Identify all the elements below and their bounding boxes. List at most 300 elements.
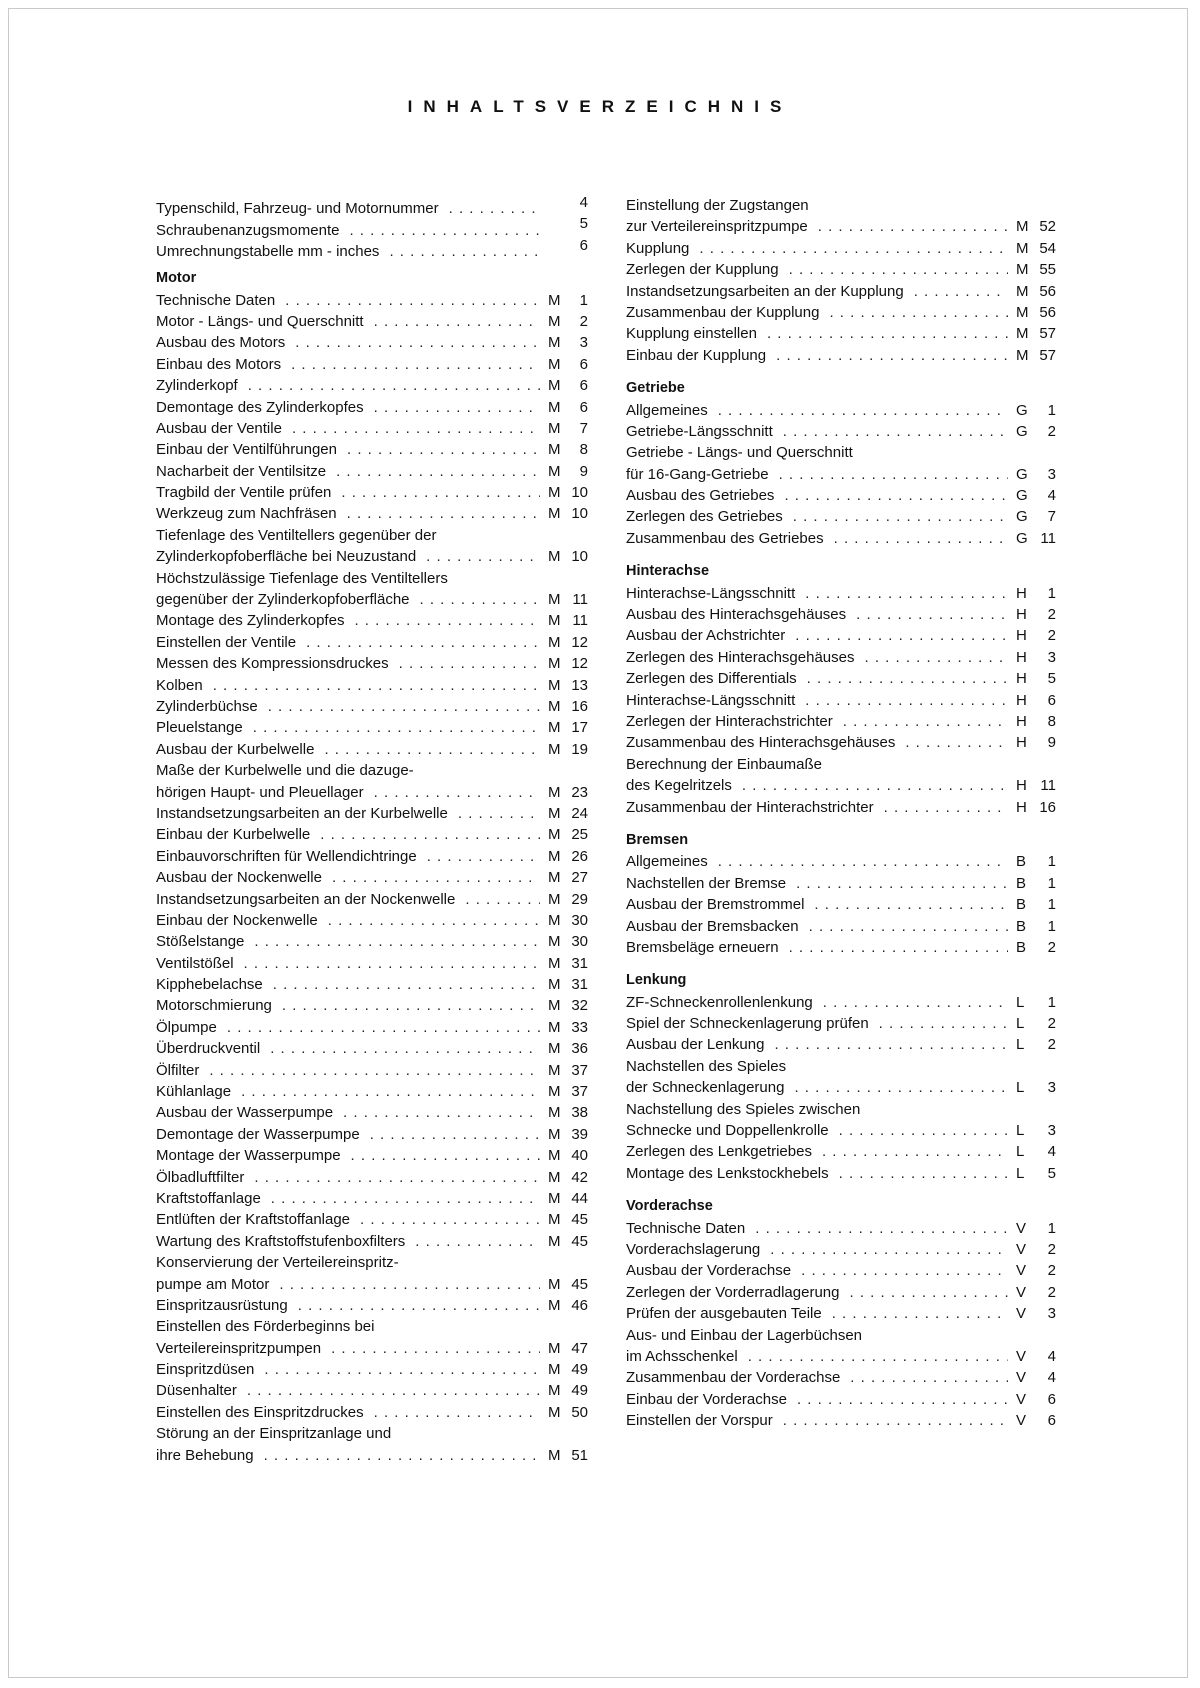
page-ref [1016, 1034, 1056, 1055]
toc-entry-title: Nacharbeit der Ventilsitze [156, 462, 327, 480]
toc-entry [156, 1124, 588, 1145]
toc-entry-title: Zerlegen des Differentials [626, 670, 797, 688]
toc-entry [156, 354, 588, 375]
toc-entry-title: Einstellen der Ventile [156, 633, 297, 651]
page-ref [548, 235, 588, 256]
section-letter: M [548, 1211, 561, 1229]
section-letter: V [1016, 1219, 1027, 1237]
page-ref [548, 418, 588, 439]
toc-entry [156, 332, 588, 353]
section-letter: L [1016, 1122, 1025, 1140]
toc-entry [626, 216, 1056, 237]
toc-entry [156, 803, 588, 824]
page-number: 32 [571, 997, 588, 1015]
section-heading: Motor [156, 270, 197, 287]
toc-entry-title: Schnecke und Doppellenkrolle [626, 1122, 829, 1140]
toc-entry-title: Ventilstößel [156, 954, 234, 972]
page-number: 7 [1047, 508, 1056, 526]
page-ref [1016, 1346, 1056, 1367]
toc-entry [626, 797, 1056, 818]
toc-entry-title: des Kegelritzels [626, 777, 732, 795]
toc-entry [156, 439, 588, 460]
toc-entry-title: Vorderachslagerung [626, 1240, 761, 1258]
toc-entry-title: Entlüften der Kraftstoffanlage [156, 1211, 351, 1229]
page-number: 5 [579, 215, 588, 233]
page-ref [548, 482, 588, 503]
page-ref [1016, 851, 1056, 872]
page-number: 3 [1047, 465, 1056, 483]
page-ref [1016, 873, 1056, 894]
page-ref [1016, 1282, 1056, 1303]
page-ref [548, 953, 588, 974]
page-ref [548, 867, 588, 888]
dot-leader [324, 739, 540, 760]
toc-entry-title: Ausbau der Bremsbacken [626, 917, 799, 935]
toc-entry [626, 1303, 1056, 1324]
dot-leader [336, 461, 540, 482]
dot-leader [227, 1017, 540, 1038]
toc-entry-title: zur Verteilereinspritzpumpe [626, 218, 808, 236]
section-letter: M [548, 740, 561, 758]
toc-entry-title: Zerlegen der Hinterachstrichter [626, 712, 833, 730]
dot-leader [389, 241, 540, 262]
page-number: 37 [571, 1083, 588, 1101]
toc-entry-title: Ausbau der Wasserpumpe [156, 1104, 334, 1122]
toc-entry [626, 506, 1056, 527]
page-ref [1016, 916, 1056, 937]
toc-entry [156, 910, 588, 931]
toc-entry-title: Kupplung einstellen [626, 325, 757, 343]
toc-entry [626, 1034, 1056, 1055]
section-letter: M [548, 355, 561, 373]
dot-leader [351, 1145, 540, 1166]
toc-entry-title: Zusammenbau des Hinterachsgehäuses [626, 734, 896, 752]
dot-leader [370, 1124, 540, 1145]
page-number: 56 [1039, 282, 1056, 300]
toc-entry-title: Zerlegen des Hinterachsgehäuses [626, 648, 855, 666]
section-letter: V [1016, 1412, 1027, 1430]
dot-leader [241, 1081, 540, 1102]
page-ref [1016, 1120, 1056, 1141]
page-number: 6 [1047, 691, 1056, 709]
dot-leader [718, 851, 1008, 872]
page-number: 27 [571, 869, 588, 887]
toc-entry-text: Getriebe - Längs- und Querschnitt [626, 444, 853, 462]
toc-entry-title: Prüfen der ausgebauten Teile [626, 1305, 822, 1323]
section-letter: M [1016, 261, 1029, 279]
page-ref [548, 1188, 588, 1209]
toc-entry-title: Wartung des Kraftstoffstufenboxfilters [156, 1232, 406, 1250]
section-letter: G [1016, 508, 1028, 526]
page-ref [548, 439, 588, 460]
dot-leader [264, 1445, 540, 1466]
toc-entry-title: Demontage der Wasserpumpe [156, 1125, 360, 1143]
toc-entry-title: pumpe am Motor [156, 1275, 270, 1293]
toc-entry [156, 290, 588, 311]
page-number: 31 [571, 954, 588, 972]
section-letter: G [1016, 401, 1028, 419]
section-letter: M [1016, 325, 1029, 343]
toc-entry [156, 482, 588, 503]
page-number: 44 [571, 1189, 588, 1207]
page-number: 45 [571, 1211, 588, 1229]
toc-entry-title: Ausbau der Ventile [156, 419, 282, 437]
page-number: 16 [571, 697, 588, 715]
page-number: 19 [571, 740, 588, 758]
toc-entry-title: gegenüber der Zylinderkopfoberfläche [156, 591, 410, 609]
toc-entry-text: Störung an der Einspritzanlage und [156, 1425, 392, 1443]
dot-leader [807, 668, 1008, 689]
dot-leader [341, 482, 540, 503]
page-ref [548, 803, 588, 824]
section-letter: L [1016, 1036, 1025, 1054]
page-number: 24 [571, 804, 588, 822]
page-ref [1016, 485, 1056, 506]
toc-entry [156, 418, 588, 439]
page-number: 5 [1047, 670, 1056, 688]
page-ref [1016, 1410, 1056, 1431]
page-number: 6 [579, 236, 588, 254]
section-letter: M [548, 783, 561, 801]
dot-leader [783, 421, 1008, 442]
toc-entry-title: Einstellen der Vorspur [626, 1412, 773, 1430]
toc-entry-title: Demontage des Zylinderkopfes [156, 398, 364, 416]
dot-leader [213, 675, 540, 696]
toc-entry-title: Pleuelstange [156, 719, 243, 737]
page-ref [1016, 259, 1056, 280]
toc-entry-title: für 16-Gang-Getriebe [626, 465, 769, 483]
toc-entry [626, 992, 1056, 1013]
section-letter: M [548, 312, 561, 330]
toc-entry-title: Ausbau der Vorderachse [626, 1262, 792, 1280]
toc-entry [626, 1013, 1056, 1034]
dot-leader [818, 216, 1008, 237]
section-letter: G [1016, 529, 1028, 547]
page-number: 6 [579, 377, 588, 395]
toc-entry [156, 1188, 588, 1209]
toc-entry [156, 1338, 588, 1359]
dot-leader [415, 1231, 540, 1252]
page-number: 54 [1039, 239, 1056, 257]
page-ref [548, 290, 588, 311]
dot-leader [822, 1141, 1008, 1162]
toc-entry-title: Umrechnungstabelle mm - inches [156, 243, 380, 261]
page-number: 10 [571, 505, 588, 523]
page-ref [1016, 894, 1056, 915]
toc-entry-title: Ausbau des Motors [156, 334, 286, 352]
dot-leader [273, 974, 540, 995]
toc-entry [156, 1359, 588, 1380]
toc-entry-title: Einbau der Kupplung [626, 346, 767, 364]
page-number: 1 [1047, 874, 1056, 892]
dot-leader [270, 1038, 540, 1059]
section-letter: M [548, 291, 561, 309]
page-ref [548, 889, 588, 910]
page-ref [548, 192, 588, 213]
toc-entry-title: Typenschild, Fahrzeug- und Motornummer [156, 200, 439, 218]
page-number: 49 [571, 1361, 588, 1379]
toc-entry [626, 259, 1056, 280]
toc-entry-title: Messen des Kompressionsdruckes [156, 655, 389, 673]
page-number: 2 [1047, 1262, 1056, 1280]
toc-entry-title: Ausbau der Kurbelwelle [156, 740, 315, 758]
section-heading: Hinterachse [626, 563, 710, 580]
toc-entry [156, 589, 588, 610]
page-ref [1016, 302, 1056, 323]
page-number: 10 [571, 484, 588, 502]
toc-entry-title: Einbau der Kurbelwelle [156, 826, 311, 844]
toc-entry-title: Zerlegen der Vorderradlagerung [626, 1283, 840, 1301]
section-letter: M [1016, 346, 1029, 364]
dot-leader [850, 1367, 1008, 1388]
toc-entry-text: Einstellen des Förderbeginns bei [156, 1318, 375, 1336]
toc-entry [156, 889, 588, 910]
toc-entry [626, 1120, 1056, 1141]
page-ref [548, 931, 588, 952]
toc-entry [626, 345, 1056, 366]
toc-entry [626, 485, 1056, 506]
page-number: 1 [1047, 584, 1056, 602]
dot-leader [268, 696, 540, 717]
page-title: INHALTSVERZEICHNIS [407, 97, 793, 116]
section-letter: M [548, 1361, 561, 1379]
dot-leader [805, 690, 1008, 711]
page-number: 42 [571, 1168, 588, 1186]
toc-entry-title: Allgemeines [626, 853, 708, 871]
page-number: 1 [579, 291, 588, 309]
section-letter: M [548, 633, 561, 651]
dot-leader [248, 375, 540, 396]
toc-entry-title: Technische Daten [156, 291, 276, 309]
dot-leader [823, 992, 1008, 1013]
section-letter: B [1016, 896, 1027, 914]
dot-leader [864, 647, 1008, 668]
toc-entry [156, 1017, 588, 1038]
section-letter: H [1016, 712, 1027, 730]
page-number: 1 [1047, 401, 1056, 419]
section-letter: V [1016, 1369, 1027, 1387]
dot-leader [347, 439, 540, 460]
section-letter: M [548, 997, 561, 1015]
section-letter: M [548, 334, 561, 352]
page-number: 2 [1047, 938, 1056, 956]
page-ref [548, 1017, 588, 1038]
toc-entry-title: ZF-Schneckenrollenlenkung [626, 993, 813, 1011]
toc-entry [626, 1346, 1056, 1367]
toc-entry-title: Zylinderkopfoberfläche bei Neuzustand [156, 548, 417, 566]
page-ref [548, 546, 588, 567]
page-number: 8 [579, 441, 588, 459]
section-letter: M [548, 1339, 561, 1357]
page-number: 26 [571, 847, 588, 865]
page-ref [548, 461, 588, 482]
toc-entry [156, 867, 588, 888]
section-letter: M [548, 804, 561, 822]
page-ref [548, 632, 588, 653]
toc-entry [156, 1145, 588, 1166]
dot-leader [784, 485, 1008, 506]
dot-leader [767, 323, 1008, 344]
toc-entry [156, 717, 588, 738]
dot-leader [755, 1218, 1008, 1239]
dot-leader [789, 937, 1008, 958]
page-ref [1016, 1260, 1056, 1281]
toc-entry [156, 632, 588, 653]
toc-entry-title: Ausbau der Nockenwelle [156, 869, 322, 887]
toc-entry [156, 503, 588, 524]
toc-entry [156, 1380, 588, 1401]
section-letter: M [548, 1147, 561, 1165]
page-ref [548, 589, 588, 610]
toc-entry [156, 311, 588, 332]
toc-entry [156, 675, 588, 696]
section-letter: M [548, 1125, 561, 1143]
section-letter: M [548, 976, 561, 994]
dot-leader [839, 1120, 1008, 1141]
dot-leader [285, 290, 540, 311]
toc-entry-text: Berechnung der Einbaumaße [626, 755, 822, 773]
page-number: 17 [571, 719, 588, 737]
page-number: 11 [572, 612, 588, 630]
page-number: 1 [1047, 917, 1056, 935]
dot-leader [349, 220, 540, 241]
dot-leader [849, 1282, 1008, 1303]
section-letter: L [1016, 993, 1025, 1011]
toc-entry [156, 1167, 588, 1188]
page-ref [548, 1274, 588, 1295]
page-number: 49 [571, 1382, 588, 1400]
toc-entry [626, 421, 1056, 442]
toc-entry-title: Kipphebelachse [156, 976, 263, 994]
page-number: 5 [1047, 1164, 1056, 1182]
toc-entry-title: hörigen Haupt- und Pleuellager [156, 783, 364, 801]
section-letter: M [548, 933, 561, 951]
page-number: 4 [1047, 487, 1056, 505]
toc-entry [626, 604, 1056, 625]
page-ref [1016, 281, 1056, 302]
page-number: 47 [571, 1339, 588, 1357]
page-ref [1016, 775, 1056, 796]
section-letter: H [1016, 584, 1027, 602]
page-ref [548, 653, 588, 674]
page-ref [1016, 797, 1056, 818]
section-letter: M [548, 1061, 561, 1079]
section-letter: M [548, 954, 561, 972]
page-number: 23 [571, 783, 588, 801]
toc-entry-title: Kupplung [626, 239, 690, 257]
toc-entry [626, 732, 1056, 753]
section-letter: M [548, 505, 561, 523]
section-letter: M [548, 548, 561, 566]
dot-leader [801, 1260, 1008, 1281]
toc-entry-title: der Schneckenlagerung [626, 1079, 785, 1097]
section-letter: V [1016, 1305, 1027, 1323]
page-number: 10 [571, 548, 588, 566]
section-heading: Bremsen [626, 831, 689, 848]
toc-entry [626, 916, 1056, 937]
page-ref [1016, 1077, 1056, 1098]
toc-entry-title: Zerlegen des Getriebes [626, 508, 783, 526]
page-ref [1016, 464, 1056, 485]
page-ref [1016, 625, 1056, 646]
section-letter: V [1016, 1283, 1027, 1301]
page-number: 39 [571, 1125, 588, 1143]
section-letter: M [548, 612, 561, 630]
toc-entry [626, 323, 1056, 344]
dot-leader [879, 1013, 1008, 1034]
section-letter: M [548, 697, 561, 715]
section-heading: Lenkung [626, 972, 687, 989]
dot-leader [264, 1359, 540, 1380]
page-number: 13 [571, 676, 588, 694]
page-number: 12 [571, 655, 588, 673]
toc-entry [626, 690, 1056, 711]
toc-entry-title: Verteilereinspritzpumpen [156, 1339, 322, 1357]
page-ref [1016, 1218, 1056, 1239]
toc-entry-title: Einbau der Vorderachse [626, 1390, 787, 1408]
section-letter: V [1016, 1262, 1027, 1280]
toc-entry-title: Motorschmierung [156, 997, 272, 1015]
page-ref [548, 1445, 588, 1466]
toc-column-left [156, 192, 588, 1466]
dot-leader [374, 1402, 540, 1423]
page-ref [1016, 668, 1056, 689]
dot-leader [244, 953, 540, 974]
dot-leader [748, 1346, 1008, 1367]
page-ref [548, 1338, 588, 1359]
toc-entry-title: Kühlanlage [156, 1083, 232, 1101]
dot-leader [253, 717, 540, 738]
page-ref [1016, 1141, 1056, 1162]
toc-entry-title: Zusammenbau der Kupplung [626, 303, 820, 321]
toc-entry-title: Zerlegen der Kupplung [626, 261, 779, 279]
toc-entry-title: Einbau des Motors [156, 355, 282, 373]
section-letter: V [1016, 1240, 1027, 1258]
dot-leader [718, 400, 1008, 421]
page-ref [548, 717, 588, 738]
page-number: 50 [571, 1403, 588, 1421]
page-ref [1016, 1239, 1056, 1260]
toc-entry [156, 1231, 588, 1252]
toc-entry [626, 775, 1056, 796]
dot-leader [832, 1303, 1008, 1324]
page-ref [1016, 1013, 1056, 1034]
page-ref [1016, 732, 1056, 753]
page-ref [1016, 647, 1056, 668]
page-number: 4 [1047, 1347, 1056, 1365]
page-number: 57 [1039, 325, 1056, 343]
page-number: 1 [1047, 993, 1056, 1011]
page-number: 57 [1039, 346, 1056, 364]
toc-entry-text: Nachstellen des Spieles [626, 1057, 787, 1075]
toc-entry [156, 1209, 588, 1230]
dot-leader [774, 1034, 1008, 1055]
dot-leader [905, 732, 1008, 753]
toc-entry-text: Nachstellung des Spieles zwischen [626, 1100, 861, 1118]
section-letter: V [1016, 1347, 1027, 1365]
page-number: 36 [571, 1040, 588, 1058]
dot-leader [809, 916, 1008, 937]
toc-entry-title: ihre Behebung [156, 1446, 254, 1464]
page-number: 6 [1047, 1390, 1056, 1408]
toc-entry [626, 400, 1056, 421]
toc-entry-title: Kolben [156, 676, 203, 694]
toc-entry [626, 464, 1056, 485]
page-number: 8 [1047, 712, 1056, 730]
dot-leader [427, 846, 540, 867]
dot-leader [374, 397, 540, 418]
toc-entry-title: Technische Daten [626, 1219, 746, 1237]
